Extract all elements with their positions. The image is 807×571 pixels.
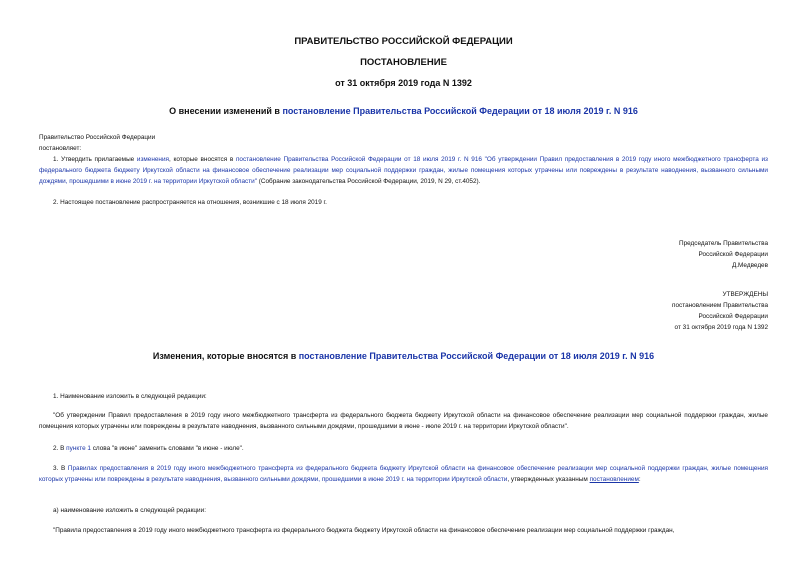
change-3-text-b: , утвержденных указанным (507, 476, 590, 483)
item-2: 2. Настоящее постановление распространяется на отношения, возникшие с 18 июля 2019 г. (53, 199, 327, 206)
changes-title-prefix: Изменения, которые вносятся в (152, 351, 299, 361)
change-1-quote: "Об утверждении Правил предоставления в 2019 году иного межбюджетного трансферта из федерального бюджета бюджету Иркутской области на финансовое обеспечение реализации мер социальной поддержки граждан, жилые помещения которых утрачены или повреждены в результате наводнения, вызванного сильными дождями, прошедшими в июне - июле 2019 г. на территории Иркутской области". (39, 412, 768, 430)
change-2-text-a: 2. В (53, 445, 67, 452)
change-2-link[interactable]: пункте 1 (66, 445, 91, 452)
change-3 (39, 463, 768, 485)
approved-line4: от 31 октября 2019 года N 1392 (674, 324, 768, 331)
change-3-text-a: 3. В (53, 465, 68, 472)
change-3-link-rules[interactable]: Правилах предоставления в 2019 году иного межбюджетного трансферта из федерального бюджета бюджету Иркутской области на финансовое обеспечение реализации мер социальной поддержки граждан, жилые помещения которых утрачены или повреждены в результате наводнения, вызванного сильными дождями, прошедшими в июне 2019 г. на территории Иркутской области (39, 465, 768, 483)
item-1-text-b: , которые вносятся в (169, 156, 236, 163)
change-3a: а) наименование изложить в следующей редакции: (53, 507, 206, 514)
change-2 (53, 443, 244, 454)
change-3-text-c: : (638, 476, 641, 483)
signature-line2: Российской Федерации (698, 251, 768, 258)
doc-title (0, 106, 807, 116)
approved-line3: Российской Федерации (698, 313, 768, 320)
signature-line1: Председатель Правительства (679, 240, 768, 247)
item-1 (39, 154, 768, 187)
signature-name: Д.Медведев (731, 262, 768, 269)
org-name: ПРАВИТЕЛЬСТВО РОССИЙСКОЙ ФЕДЕРАЦИИ (294, 36, 513, 47)
doc-date-number: от 31 октября 2019 года N 1392 (335, 78, 472, 88)
doc-title-link[interactable]: постановление Правительства Российской Федерации от 18 июля 2019 г. N 916 (282, 106, 638, 116)
item-1-text-a: 1. Утвердить прилагаемые (53, 156, 137, 163)
doc-type: ПОСТАНОВЛЕНИЕ (360, 57, 447, 68)
item-1-link-changes[interactable]: изменения (136, 156, 169, 163)
approved-line1: УТВЕРЖДЕНЫ (722, 291, 768, 298)
changes-title (0, 351, 807, 361)
item-1-text-c: (Собрание законодательства Российской Федерации, 2019, N 29, ст.4052). (256, 178, 481, 185)
approved-line2: постановлением Правительства (672, 302, 768, 309)
change-3-link-decree[interactable]: постановлением (589, 476, 639, 483)
preamble-line1: Правительство Российской Федерации (39, 134, 156, 141)
change-1: 1. Наименование изложить в следующей редакции: (53, 393, 207, 400)
changes-title-link[interactable]: постановление Правительства Российской Федерации от 18 июля 2019 г. N 916 (298, 351, 655, 361)
change-3a-quote: "Правила предоставления в 2019 году иного межбюджетного трансферта из федерального бюджета бюджету Иркутской области на финансовое обеспечение реализации мер социальной поддержки граждан, (53, 527, 675, 534)
doc-title-prefix: О внесении изменений в (169, 106, 283, 116)
preamble-line2: постановляет: (39, 145, 82, 152)
item-1-link-decree[interactable]: постановление Правительства Российской Федерации от 18 июля 2019 г. N 916 "Об утверждении Правил предоставления в 2019 году иного межбюджетного трансферта из федерального бюджета бюджету Иркутской области на финансовое обеспечение реализации мер социальной поддержки граждан, жилые помещения которых утрачены или повреждены в результате наводнения, вызванного сильными дождями, прошедшими в июне 2019 г. на территории Иркутской области" (39, 156, 768, 185)
change-2-text-b: слова "в июне" заменить словами "в июне - июле". (90, 445, 244, 452)
